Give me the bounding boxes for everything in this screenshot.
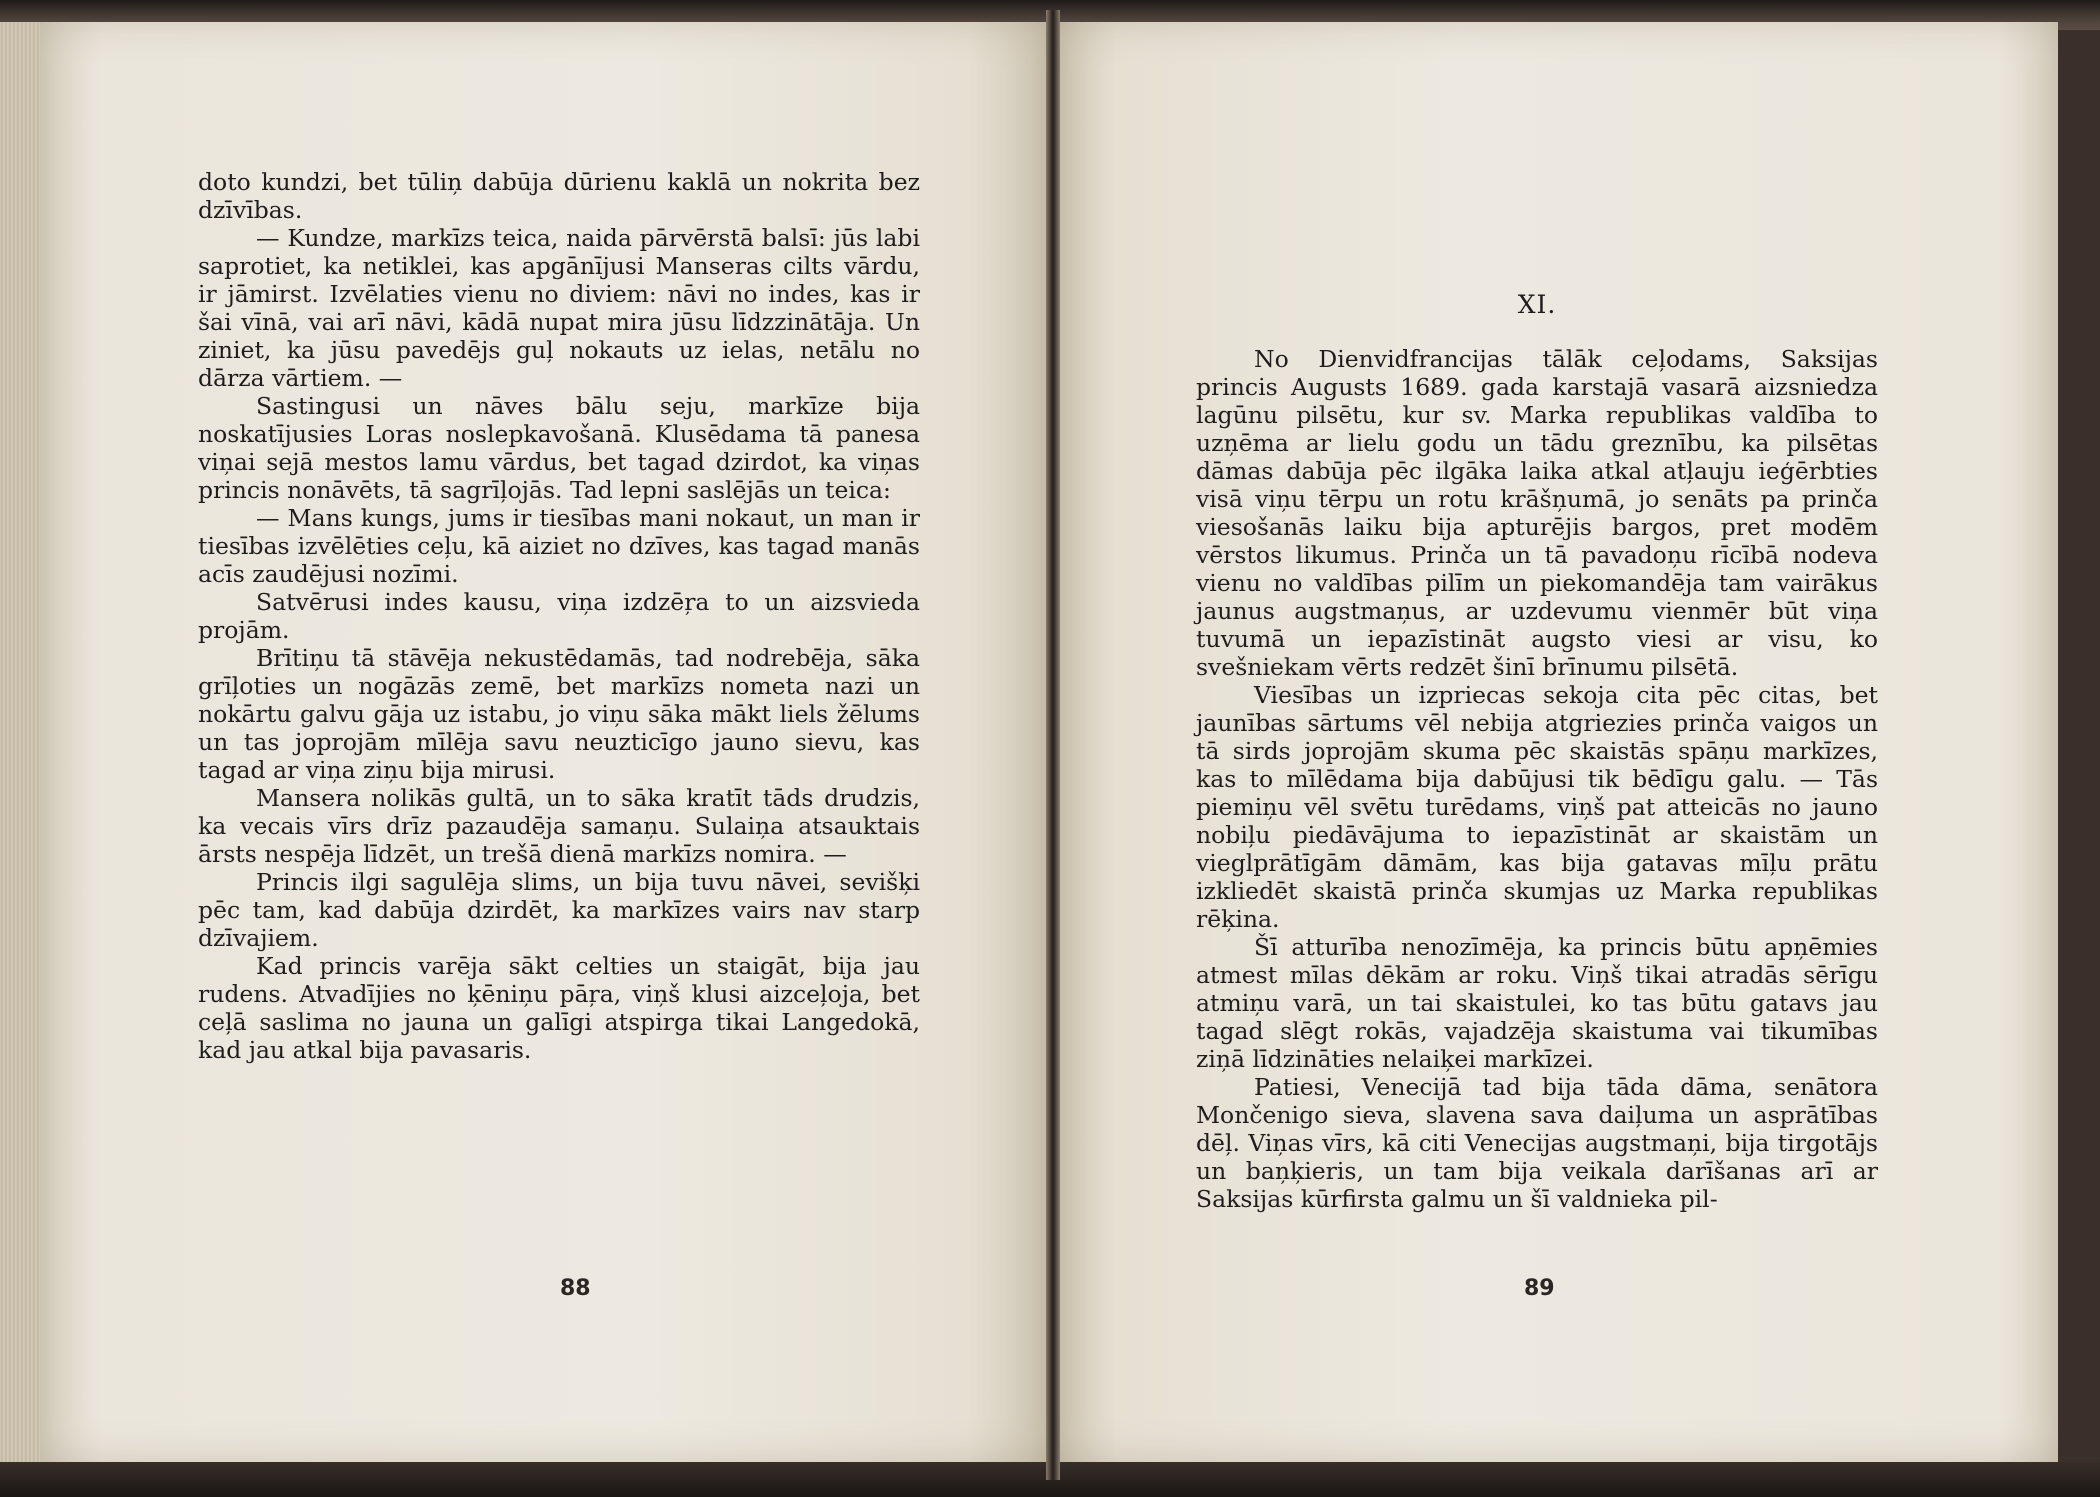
paragraph: Patiesi, Venecijā tad bija tāda dāma, senātora Mončenigo sieva, slavena sava daiļuma un asprātības dēļ. Viņas vīrs, kā citi Venecijas augstmaņi, bija tirgotājs un baņķieris, un tam bija veikala darīšanas arī ar Saksijas kūrfirsta galmu un šī valdnieka pil- xyxy=(1196,1073,1878,1213)
paragraph: Satvērusi indes kausu, viņa izdzēŗa to un aizsvieda projām. xyxy=(198,588,920,644)
paragraph: Viesības un izpriecas sekoja cita pēc citas, bet jaunības sārtums vēl nebija atgriezies prinča vaigos un tā sirds joprojām skuma pēc skaistās spāņu markīzes, kas to mīlēdama bija dabūjusi tik bēdīgu galu. — Tās piemiņu vēl svētu turēdams, viņš pat atteicās no jauno nobiļu piedāvājuma to iepazīstināt ar skaistām un vieglprātīgām dāmām, kas bija gatavas mīļu prātu izkliedēt skaistā prinča skumjas uz Marka republikas rēķina. xyxy=(1196,681,1878,933)
paragraph: Brītiņu tā stāvēja nekustēdamās, tad nodrebēja, sāka grīļoties un nogāzās zemē, bet markīzs nometa nazi un nokārtu galvu gāja uz istabu, jo viņu sāka mākt liels žēlums un tas joprojām mīlēja savu neuzticīgo jauno sievu, kas tagad ar viņa ziņu bija mirusi. xyxy=(198,644,920,784)
book-spine xyxy=(1046,10,1060,1480)
page-edges-left xyxy=(0,22,40,1462)
page-number-right: 89 xyxy=(1524,1276,1555,1301)
paragraph: — Mans kungs, jums ir tiesības mani nokaut, un man ir tiesības izvēlēties ceļu, kā aiziet no dzīves, kas tagad manās acīs zaudējusi nozīmi. xyxy=(198,504,920,588)
paragraph: Princis ilgi sagulēja slims, un bija tuvu nāvei, sevišķi pēc tam, kad dabūja dzirdēt, ka markīzes vairs nav starp dzīvajiem. xyxy=(198,868,920,952)
chapter-heading: XI. xyxy=(1517,290,1557,319)
page-number-left: 88 xyxy=(560,1276,591,1301)
paragraph: Šī atturība nenozīmēja, ka princis būtu apņēmies atmest mīlas dēkām ar roku. Viņš tikai atradās sērīgu atmiņu varā, un tai skaistulei, ko tas būtu gatavs jau tagad slēgt rokās, vajadzēja skaistuma vai tikumības ziņā līdzināties nelaiķei markīzei. xyxy=(1196,933,1878,1073)
paragraph: Kad princis varēja sākt celties un staigāt, bija jau rudens. Atvadījies no ķēniņu pāŗa, viņš klusi aizceļoja, bet ceļā saslima no jauna un galīgi atspirga tikai Langedokā, kad jau atkal bija pavasaris. xyxy=(198,952,920,1064)
right-page-text xyxy=(1196,345,1878,1213)
paragraph: Sastingusi un nāves bālu seju, markīze bija noskatījusies Loras noslepkavošanā. Klusēdama tā panesa viņai sejā mestos lamu vārdus, bet tagad dzirdot, ka viņas princis nonāvēts, tā sagrīļojās. Tad lepni saslējās un teica: xyxy=(198,392,920,504)
paragraph: doto kundzi, bet tūliņ dabūja dūrienu kaklā un nokrita bez dzīvības. xyxy=(198,168,920,224)
paragraph: — Kundze, markīzs teica, naida pārvērstā balsī: jūs labi saprotiet, ka netiklei, kas apgānījusi Manseras cilts vārdu, ir jāmirst. Izvēlaties vienu no diviem: nāvi no indes, kas ir šai vīnā, vai arī nāvi, kādā nupat mira jūsu līdzzinātāja. Un ziniet, ka jūsu pavedējs guļ nokauts uz ielas, netālu no dārza vārtiem. — xyxy=(198,224,920,392)
paragraph: No Dienvidfrancijas tālāk ceļodams, Saksijas princis Augusts 1689. gada karstajā vasarā aizsniedza lagūnu pilsētu, kur sv. Marka republikas valdība to uzņēma ar lielu godu un tādu greznību, ka pilsētas dāmas dabūja pēc ilgāka laika atkal atļauju ieģērbties visā viņu tērpu un rotu krāšņumā, jo senāts pa prinča viesošanās laiku bija apturējis bargos, pret modēm vērstos likumus. Prinča un tā pavadoņu rīcībā nodeva vienu no valdības pilīm un piekomandēja tam vairākus jaunus augstmaņus, ar uzdevumu vienmēr būt viņa tuvumā un iepazīstināt augsto viesi ar visu, ko svešniekam vērts redzēt šinī brīnumu pilsētā. xyxy=(1196,345,1878,681)
paragraph: Mansera nolikās gultā, un to sāka kratīt tāds drudzis, ka vecais vīrs drīz pazaudēja samaņu. Sulaiņa atsauktais ārsts nespēja līdzēt, un trešā dienā markīzs nomira. — xyxy=(198,784,920,868)
left-page-text xyxy=(198,168,920,1064)
